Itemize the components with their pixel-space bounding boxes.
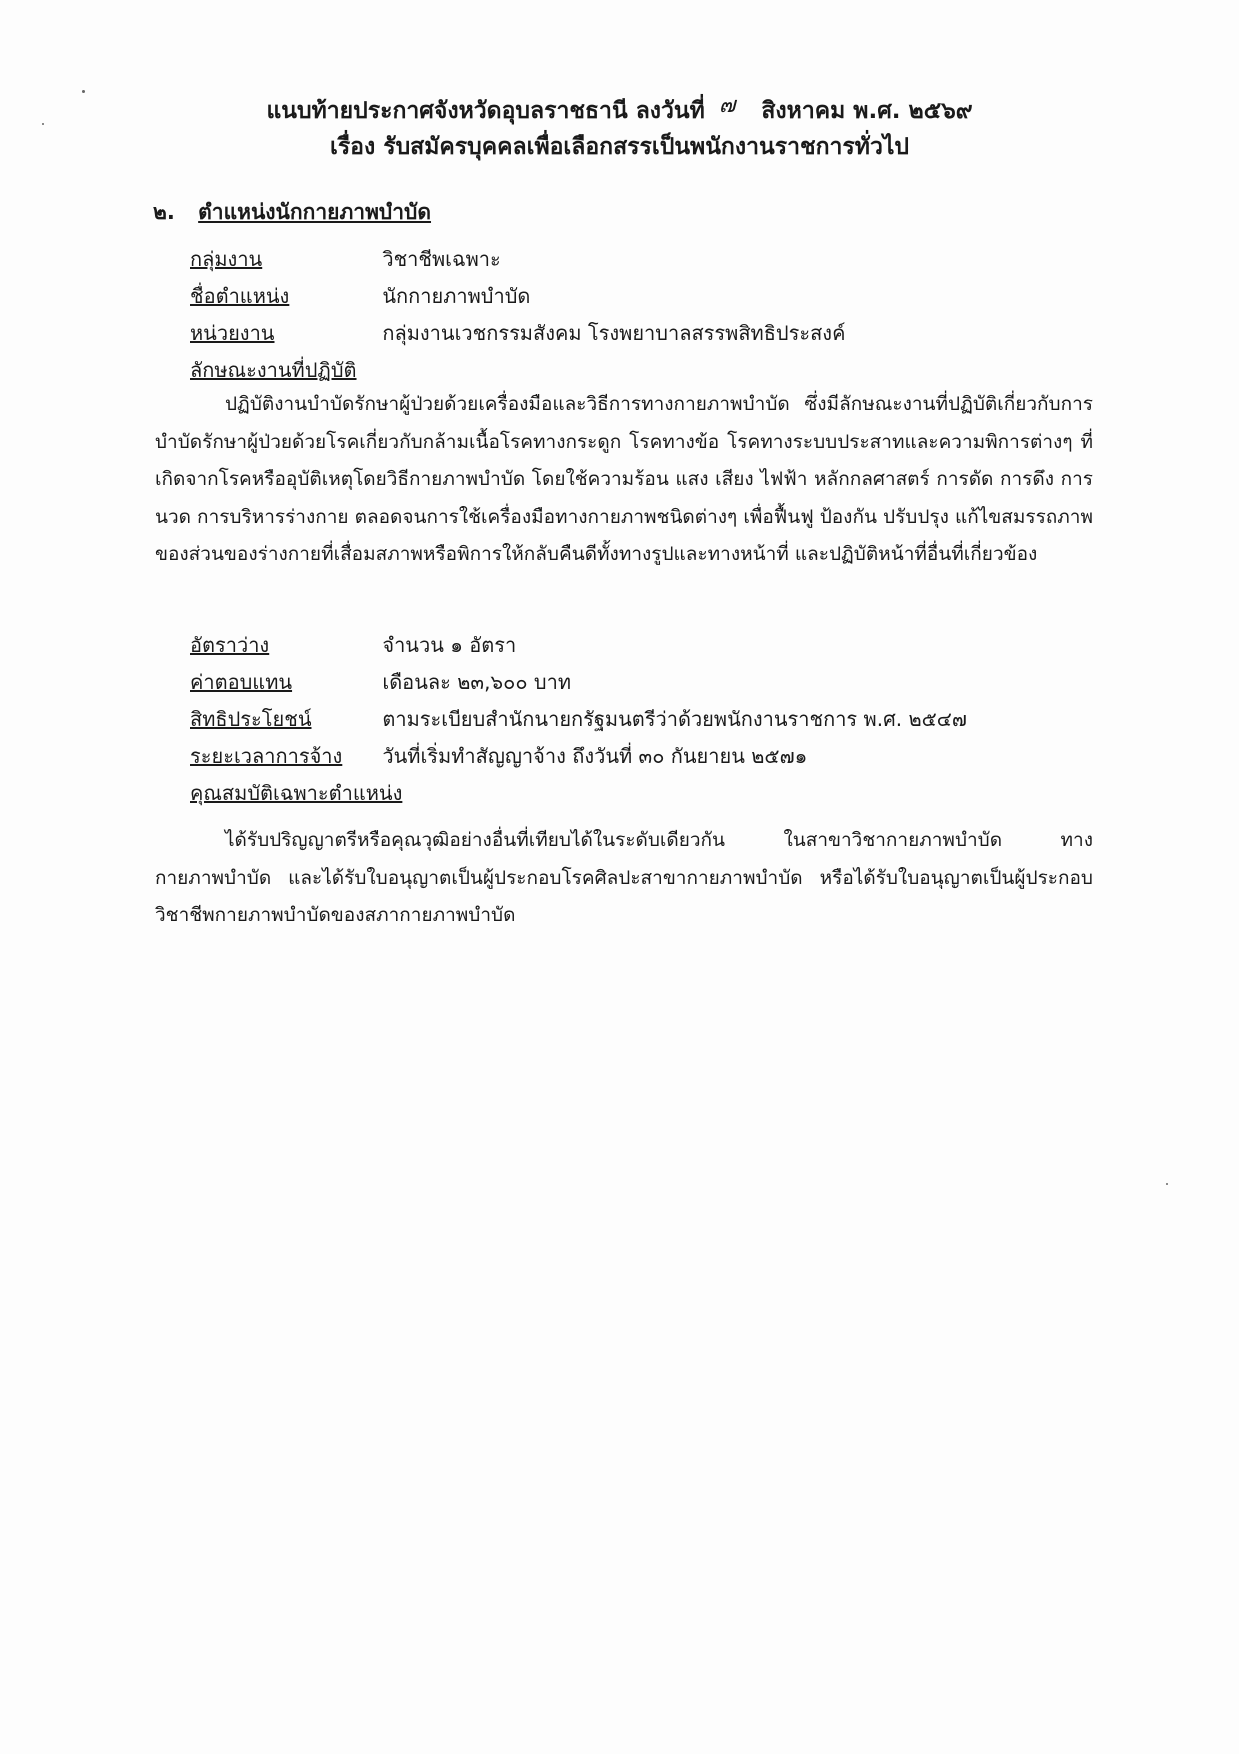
- header-line1-prefix: แนบท้ายประกาศจังหวัดอุบลราชธานี ลงวันที่: [266, 98, 705, 124]
- field-row: [190, 281, 530, 311]
- field-label: อัตราว่าง: [190, 633, 270, 657]
- field-row: [190, 778, 402, 808]
- field-label: คุณสมบัติเฉพาะตำแหน่ง: [190, 781, 403, 805]
- section-title: [153, 197, 431, 227]
- duties-text: ปฏิบัติงานบำบัดรักษาผู้ป่วยด้วยเครื่องมือและวิธีการทางกายภาพบำบัด ซึ่งมีลักษณะงานที่ปฏิบัติเกี่ยวกับการบำบัดรักษาผู้ป่วยด้วยโรคเกี่ยวกับกล้ามเนื้อโรคทางกระดูก โรคทางข้อ โรคทางระบบประสาทและความพิการต่างๆ ที่เกิดจากโรคหรืออุบัติเหตุโดยวิธีกายภาพบำบัด โดยใช้ความร้อน แสง เสียง ไฟฟ้า หลักกลศาสตร์ การดัด การดึง การนวด การบริหารร่างกาย ตลอดจนการใช้เครื่องมือทางกายภาพชนิดต่างๆ เพื่อฟื้นฟู ป้องกัน ปรับปรุง แก้ไขสมรรถภาพของส่วนของร่างกายที่เสื่อมสภาพหรือพิการให้กลับคืนดีทั้งทางรูปและทางหน้าที่ และปฏิบัติหน้าที่อื่นที่เกี่ยวข้อง: [155, 393, 1093, 565]
- field-label: ระยะเวลาการจ้าง: [190, 744, 343, 768]
- scan-speck: [1166, 1183, 1168, 1185]
- handwritten-day: ๗: [718, 93, 736, 118]
- field-row: [190, 355, 357, 385]
- field-value: จำนวน ๑ อัตรา: [382, 633, 517, 657]
- field-value: เดือนละ ๒๓,๖๐๐ บาท: [382, 670, 572, 694]
- qualification-paragraph: [155, 822, 1093, 935]
- field-label: ลักษณะงานที่ปฏิบัติ: [190, 358, 357, 382]
- field-row: [190, 630, 516, 660]
- announcement-subject: เรื่อง รับสมัครบุคคลเพื่อเลือกสรรเป็นพนักงานราชการทั่วไป: [329, 134, 910, 160]
- field-value: นักกายภาพบำบัด: [382, 284, 531, 308]
- section-title-text: ตำแหน่งนักกายภาพบำบัด: [198, 200, 432, 224]
- field-label: สิทธิประโยชน์: [190, 707, 312, 731]
- field-label: ค่าตอบแทน: [190, 670, 293, 694]
- announcement-header: [0, 93, 1239, 130]
- field-label: หน่วยงาน: [190, 321, 275, 345]
- field-value: วิชาชีพเฉพาะ: [382, 247, 501, 271]
- field-row: [190, 704, 967, 734]
- qualification-text: ได้รับปริญญาตรีหรือคุณวุฒิอย่างอื่นที่เทียบได้ในระดับเดียวกัน ในสาขาวิชากายภาพบำบัด ทางกายภาพบำบัด และได้รับใบอนุญาตเป็นผู้ประกอบโรคศิลปะสาขากายภาพบำบัด หรือได้รับใบอนุญาตเป็นผู้ประกอบวิชาชีพกายภาพบำบัดของสภากายภาพบำบัด: [155, 829, 1093, 926]
- duties-paragraph: [155, 386, 1093, 574]
- field-value: กลุ่มงานเวชกรรมสังคม โรงพยาบาลสรรพสิทธิประสงค์: [382, 321, 846, 345]
- field-row: [190, 244, 501, 274]
- field-label: ชื่อตำแหน่ง: [190, 284, 290, 308]
- field-label: กลุ่มงาน: [190, 247, 263, 271]
- field-row: [190, 741, 807, 771]
- header-line1-suffix: สิงหาคม พ.ศ. ๒๕๖๙: [761, 98, 973, 124]
- field-row: [190, 318, 845, 348]
- field-value: วันที่เริ่มทำสัญญาจ้าง ถึงวันที่ ๓๐ กันยายน ๒๕๗๑: [382, 744, 808, 768]
- field-row: [190, 667, 571, 697]
- section-number: ๒.: [153, 200, 175, 224]
- field-value: ตามระเบียบสำนักนายกรัฐมนตรีว่าด้วยพนักงานราชการ พ.ศ. ๒๕๔๗: [382, 707, 967, 731]
